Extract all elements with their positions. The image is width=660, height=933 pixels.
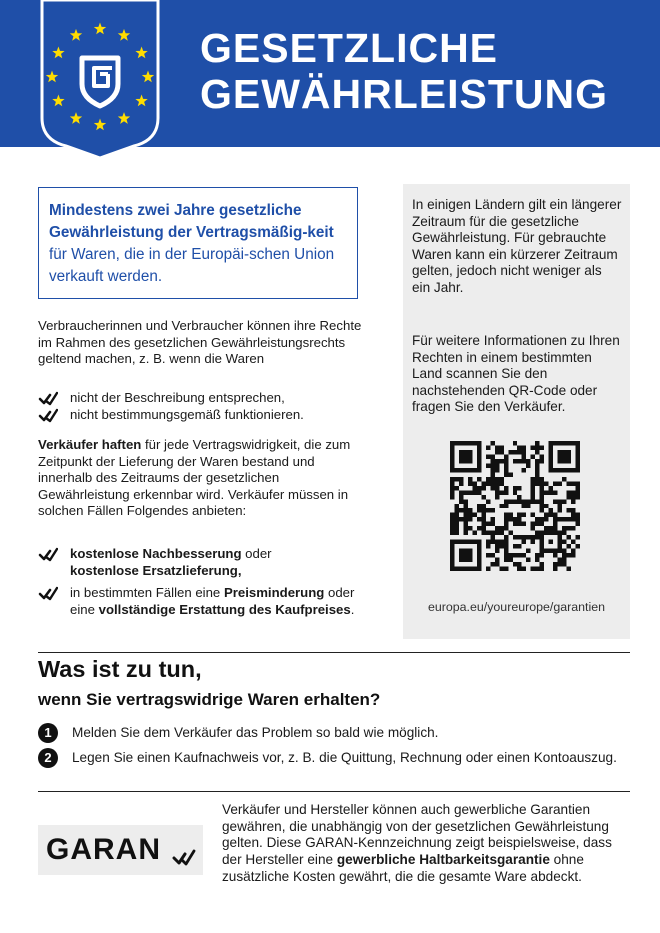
check-icon — [38, 407, 58, 423]
step-text: Legen Sie einen Kaufnachweis vor, z. B. die Quittung, Rechnung oder einen Kontoauszug. — [72, 750, 617, 765]
check-icon — [38, 390, 58, 406]
qr-code-icon[interactable] — [450, 441, 580, 571]
remedy2-normal-a: in bestimmten Fällen eine — [70, 585, 224, 600]
intro-box — [38, 187, 358, 299]
intro-normal: für Waren, die in der Europäi-schen Union verkauft werden. — [49, 246, 335, 285]
info-url[interactable]: europa.eu/youreurope/garantien — [427, 600, 606, 614]
seller-paragraph — [38, 437, 368, 520]
check-icon — [38, 546, 58, 562]
remedy2-bold-d: vollständige Erstattung des Kaufpreises — [98, 601, 351, 617]
rights-item-text: nicht der Beschreibung entsprechen, — [70, 390, 285, 405]
remedy2-normal-c: oder eine — [70, 585, 355, 617]
step-text: Melden Sie dem Verkäufer das Problem so bald wie möglich. — [72, 725, 439, 740]
rights-item-text: nicht bestimmungsgemäß funktionieren. — [70, 407, 304, 422]
seller-bold: Verkäufer haften — [38, 437, 142, 452]
todo-heading: Was ist zu tun, — [38, 656, 202, 682]
remedy1-bold-a: kostenlose Nachbesserung — [70, 546, 242, 561]
page-title — [200, 25, 640, 117]
rights-intro: Verbraucherinnen und Verbraucher können ihre Rechte im Rahmen des gesetzlichen Gewährleistungsrechts geltend machen, z. B. wenn die Waren — [38, 318, 362, 366]
divider — [38, 791, 630, 792]
remedy-text — [70, 585, 370, 618]
garan-para-a: Verkäufer und Hersteller können auch gewerbliche Garantien gewähren, die unabhängig von der gesetzlichen Gewährleistung gelten. Diese GARAN-Kennzeichnung zeigt beispielsweise, dass der Hersteller eine — [222, 802, 612, 868]
intro-bold: Mindestens zwei Jahre gesetzliche Gewährleistung der Vertragsmäßig-keit — [49, 202, 334, 241]
step-number: 1 — [38, 723, 58, 743]
step-number: 2 — [38, 748, 58, 768]
seller-normal: für jede Vertragswidrigkeit, die zum Zeitpunkt der Lieferung der Waren bestand und innerhalb des Zeitraums der gesetzlichen Gewährleistung erkennbar wird. Verkäufer müssen in solchen Fällen Folgendes anbieten: — [38, 437, 351, 518]
check-icon — [38, 585, 58, 601]
todo-subheading: wenn Sie vertragswidrige Waren erhalten? — [38, 690, 381, 709]
garan-para-bold: gewerbliche Haltbarkeitsgarantie — [336, 852, 550, 868]
remedy2-normal-e: . — [350, 601, 355, 617]
remedy-text — [70, 546, 370, 579]
garan-logo: GARAN — [46, 833, 161, 866]
garan-para-c: ohne zusätzliche Kosten gewährt, die die gesamte Ware abdeckt. — [222, 852, 584, 884]
garan-check-icon — [172, 848, 196, 866]
remedy1-bold-c: kostenlose Ersatzlieferung, — [70, 562, 242, 578]
remedy2-bold-b: Preisminderung — [223, 585, 325, 600]
divider — [38, 652, 630, 653]
garan-paragraph — [222, 802, 630, 886]
eu-shield-emblem — [38, 0, 162, 160]
remedy1-normal: oder — [241, 546, 272, 561]
title-line-2: GEWÄHRLEISTUNG — [200, 71, 609, 117]
sidebar-paragraph-1: In einigen Ländern gilt ein längerer Zeitraum für die gesetzliche Gewährleistung. Für gebrauchte Waren kann ein kürzerer Zeitraum gelten, jedoch nicht weniger als ein Jahr. — [412, 197, 622, 295]
title-line-1: GESETZLICHE — [200, 25, 499, 71]
sidebar-paragraph-2: Für weitere Informationen zu Ihren Rechten in einem bestimmten Land scannen Sie den nachstehenden QR-Code oder fragen Sie den Verkäufer. — [412, 333, 620, 414]
